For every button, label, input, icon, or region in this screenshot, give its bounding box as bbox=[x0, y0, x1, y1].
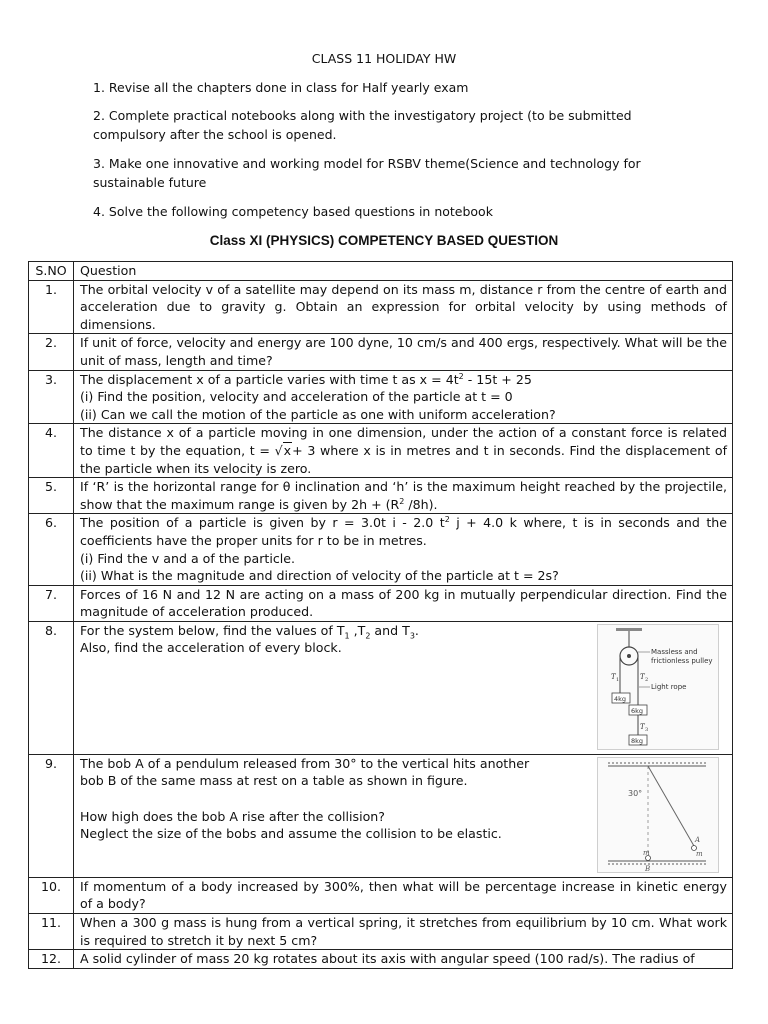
block-6kg-label: 6kg bbox=[631, 706, 644, 715]
label-b: B bbox=[645, 864, 651, 872]
question-text bbox=[74, 478, 733, 514]
question-number: 3. bbox=[29, 370, 74, 424]
q6-text-a: The position of a particle is given by r = 3.0t i - 2.0 t bbox=[80, 515, 445, 531]
question-number: 6. bbox=[29, 514, 74, 585]
instruction-item: 1. Revise all the chapters done in class for Half yearly exam bbox=[93, 80, 469, 95]
questions-table bbox=[28, 261, 733, 969]
table-row bbox=[29, 424, 733, 478]
q3-text-b: - 15t + 25 bbox=[463, 371, 532, 387]
question-number: 9. bbox=[29, 754, 74, 877]
label-m-a: m bbox=[696, 849, 703, 858]
pendulum-string bbox=[648, 766, 694, 846]
table-row bbox=[29, 280, 733, 334]
q4-text-c: + 3 where x is in metres and t in seconds. Find the displacement of the particle when its velocity is zero. bbox=[80, 442, 727, 476]
label-t2-sub: 2 bbox=[645, 676, 649, 683]
instruction-item: 2. Complete practical notebooks along with the investigatory project (to be submitted compulsory after the school is opened. bbox=[93, 108, 632, 142]
q5-text-b: /8h). bbox=[404, 496, 438, 512]
q6-part-i: (i) Find the v and a of the particle. bbox=[80, 550, 295, 566]
label-a: A bbox=[695, 835, 701, 844]
question-number: 4. bbox=[29, 424, 74, 478]
label-t3-sub: 3 bbox=[645, 726, 649, 733]
table-row bbox=[29, 950, 733, 969]
superscript: 2 bbox=[444, 515, 450, 525]
q8-text-d: . bbox=[414, 622, 419, 638]
label-t1-sub: 1 bbox=[616, 676, 620, 683]
label-t2: T bbox=[640, 672, 645, 681]
q6-part-ii: (ii) What is the magnitude and direction of velocity of the particle at t = 2s? bbox=[80, 568, 559, 584]
table-row bbox=[29, 754, 733, 877]
pendulum-diagram bbox=[598, 758, 718, 872]
superscript: 2 bbox=[399, 496, 405, 506]
q3-part-ii: (ii) Can we call the motion of the particle as one with uniform acceleration? bbox=[80, 406, 556, 422]
question-text: Forces of 16 N and 12 N are acting on a mass of 200 kg in mutually perpendicular direction. Find the magnitude of acceleration produced. bbox=[74, 585, 733, 621]
table-row bbox=[29, 514, 733, 585]
question-number: 5. bbox=[29, 478, 74, 514]
section-heading: Class XI (PHYSICS) COMPETENCY BASED QUESTION bbox=[209, 233, 559, 248]
column-header-question: Question bbox=[74, 262, 733, 281]
table-row bbox=[29, 585, 733, 621]
q8-text-b: ,T bbox=[349, 622, 366, 638]
column-header-sno: S.NO bbox=[29, 262, 74, 281]
pulley-figure bbox=[597, 624, 719, 750]
label-t1: T bbox=[611, 672, 616, 681]
label-pulley-2: frictionless pulley bbox=[651, 656, 713, 665]
question-number: 2. bbox=[29, 334, 74, 370]
question-text bbox=[74, 370, 733, 424]
pulley-axle bbox=[627, 654, 631, 658]
q8-text-c: and T bbox=[370, 622, 410, 638]
question-number: 12. bbox=[29, 950, 74, 969]
q3-part-i: (i) Find the position, velocity and acceleration of the particle at t = 0 bbox=[80, 389, 513, 405]
question-text: A solid cylinder of mass 20 kg rotates about its axis with angular speed (100 rad/s). The radius of bbox=[74, 950, 733, 969]
table-row bbox=[29, 914, 733, 950]
q3-text-a: The displacement x of a particle varies with time t as x = 4t bbox=[80, 371, 459, 387]
sqrt-x: x bbox=[283, 442, 292, 458]
block-4kg-label: 4kg bbox=[614, 694, 627, 703]
label-pulley-1: Massless and bbox=[651, 647, 698, 656]
q6-text-b: j + 4.0 k where, t is in seconds and the coefficients have the proper units for r to be in metres. bbox=[80, 515, 728, 548]
subscript: 3 bbox=[409, 631, 415, 641]
q9-line3: Neglect the size of the bobs and assume the collision to be elastic. bbox=[80, 826, 502, 842]
table-row bbox=[29, 370, 733, 424]
q5-text-a: If ‘R’ is the horizontal range for θ inclination and ‘h’ is the maximum height reached by the projectile, show that the maximum range is given by 2h + (R bbox=[80, 479, 727, 512]
sqrt-symbol: √ bbox=[274, 442, 283, 458]
table-header-row bbox=[29, 262, 733, 281]
question-text: If unit of force, velocity and energy are 100 dyne, 10 cm/s and 400 ergs, respectively. What will be the unit of mass, length and time? bbox=[74, 334, 733, 370]
pendulum-figure bbox=[597, 757, 719, 873]
question-text bbox=[74, 424, 733, 478]
question-number: 7. bbox=[29, 585, 74, 621]
question-number: 8. bbox=[29, 621, 74, 754]
question-text bbox=[74, 514, 733, 585]
label-rope: Light rope bbox=[651, 682, 687, 691]
q9-line1: The bob A of a pendulum released from 30° to the vertical hits another bob B of the same mass at rest on a table as shown in figure. bbox=[80, 755, 530, 789]
page-title: CLASS 11 HOLIDAY HW bbox=[311, 51, 457, 66]
pulley-diagram bbox=[598, 625, 718, 749]
instructions-list bbox=[93, 78, 653, 231]
question-cell bbox=[74, 754, 733, 877]
question-number: 1. bbox=[29, 280, 74, 334]
question-number: 10. bbox=[29, 877, 74, 913]
subscript: 1 bbox=[344, 631, 350, 641]
q8-line2: Also, find the acceleration of every block. bbox=[80, 640, 342, 656]
label-m-b: m bbox=[643, 848, 650, 857]
block-8kg-label: 8kg bbox=[631, 736, 644, 745]
angle-label: 30° bbox=[628, 788, 643, 798]
table-row bbox=[29, 478, 733, 514]
label-t3: T bbox=[640, 722, 645, 731]
table-row bbox=[29, 621, 733, 754]
table-row bbox=[29, 877, 733, 913]
question-number: 11. bbox=[29, 914, 74, 950]
instruction-item: 4. Solve the following competency based questions in notebook bbox=[93, 204, 493, 219]
table-row bbox=[29, 334, 733, 370]
subscript: 2 bbox=[365, 631, 371, 641]
question-text: When a 300 g mass is hung from a vertical spring, it stretches from equilibrium by 10 cm. What work is required to stretch it by next 5 cm? bbox=[74, 914, 733, 950]
question-text: If momentum of a body increased by 300%, then what will be percentage increase in kinetic energy of a body? bbox=[74, 877, 733, 913]
superscript: 2 bbox=[458, 371, 464, 381]
q9-line2: How high does the bob A rise after the collision? bbox=[80, 808, 385, 824]
q4-text-a: The distance x of a particle moving in one dimension, under the action of a constant force is related to time t by the equation, t = bbox=[80, 425, 727, 458]
question-cell bbox=[74, 621, 733, 754]
question-text: The orbital velocity v of a satellite may depend on its mass m, distance r from the centre of earth and acceleration due to gravity g. Obtain an expression for orbital velocity by using methods of dimensions. bbox=[74, 280, 733, 334]
q8-text-a: For the system below, find the values of T bbox=[80, 622, 345, 638]
instruction-item: 3. Make one innovative and working model for RSBV theme(Science and technology for sustainable future bbox=[93, 156, 641, 190]
ceiling bbox=[616, 628, 642, 631]
